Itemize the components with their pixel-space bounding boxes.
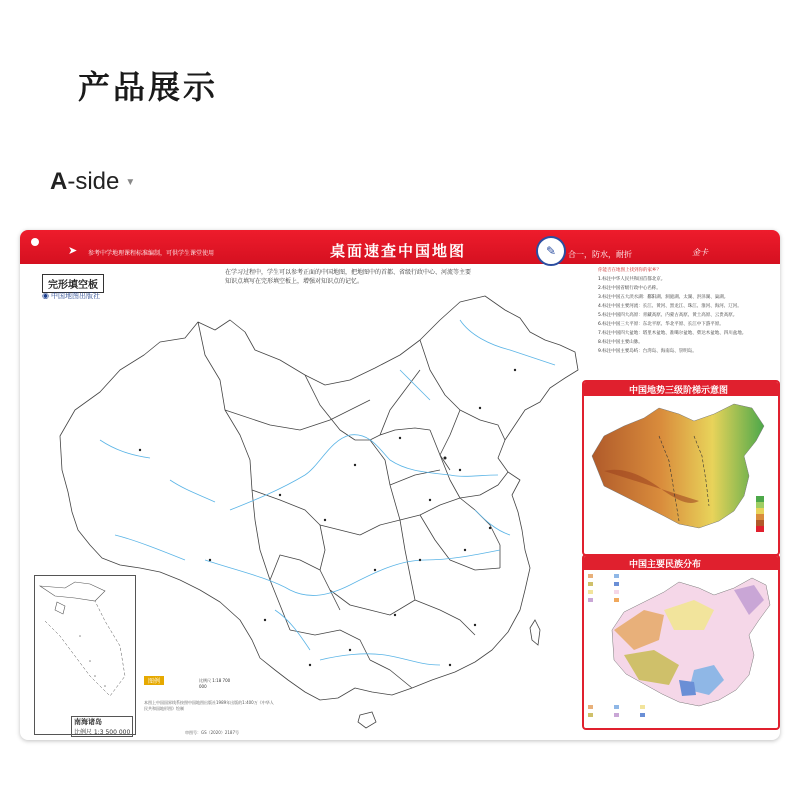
ethnic-panel-header (584, 556, 778, 570)
checklist-item: 6.标注中国三大平原：东北平原、华北平原、长江中下游平原。 (598, 322, 724, 327)
national-border (60, 296, 578, 700)
side-label-letter: A (50, 168, 68, 195)
board-title: 桌面速查中国地图 (330, 242, 467, 260)
ethnic-map (584, 570, 778, 728)
ethnic-panel-title: 中国主要民族分布 (629, 560, 702, 570)
terrain-steps-panel (582, 380, 780, 556)
review-number: 审图号：GS（2020）2187号 (185, 730, 239, 735)
inset-map (35, 576, 135, 714)
south-china-sea-inset (34, 575, 136, 735)
top-banner (20, 230, 780, 264)
checklist-item: 9.标注中国主要岛屿：台湾岛、海南岛、崇明岛。 (598, 349, 697, 354)
inset-caption (71, 716, 133, 737)
checklist-lines (598, 266, 773, 356)
scale-text: 比例尺 1:18 700 000 (199, 678, 231, 689)
publisher-logo-icon: ◉ (42, 291, 49, 300)
publisher-name: 中国地图出版社 (50, 292, 100, 300)
inset-scale: 比例尺 1:3 500 000 (74, 729, 131, 736)
brand-logo: 金卡 (692, 248, 708, 257)
side-label-rest: -side (67, 168, 120, 195)
terrain-panel-title: 中国地势三级阶梯示意图 (629, 386, 729, 396)
checklist-item: 1.标注中华人民共和国首都北京。 (598, 277, 666, 282)
checklist-item: 5.标注中国四大高原：青藏高原、内蒙古高原、黄土高原、云贵高原。 (598, 313, 738, 318)
inset-title: 南海诸岛 (74, 718, 102, 726)
pen-icon: ✎ (536, 236, 566, 266)
paper-plane-icon: ➤ (68, 244, 78, 257)
checklist-highlight: 你能否在地图上找到你的家乡？ (598, 268, 661, 273)
terrain-map (584, 396, 778, 554)
feature-text: 合一，防水，耐折 (568, 250, 632, 259)
elevation-legend (756, 496, 764, 532)
map-board (20, 230, 780, 740)
hanging-hole (31, 238, 39, 246)
checklist-item: 2.标注中国省级行政中心名称。 (598, 286, 661, 291)
board-subtitle: 完形填空板 (42, 274, 104, 293)
banner-tagline: 参考中学地理课程标准编制，可供学生课堂使用 (88, 250, 215, 257)
ethnic-groups-panel (582, 554, 780, 730)
page-title: 产品展示 (78, 68, 219, 106)
legend-title: 图例 (144, 676, 164, 685)
yangtze-river (205, 550, 500, 595)
caret-down-icon: ▼ (125, 177, 136, 189)
checklist-item: 7.标注中国四大盆地：塔里木盆地、准噶尔盆地、柴达木盆地、四川盆地。 (598, 331, 747, 336)
checklist-item: 8.标注中国主要山脉。 (598, 340, 643, 345)
checklist-item: 4.标注中国主要河流：长江、黄河、黑龙江、珠江、淮河、海河、辽河。 (598, 304, 742, 309)
copyright-note: 本图上中国国界线系按照中国地图出版社1989年出版的1:400万《中华人民共和国地形图》绘制 (144, 700, 274, 711)
side-label (50, 168, 135, 196)
checklist-item: 3.标注中国五大淡水湖：鄱阳湖、洞庭湖、太湖、洪泽湖、巢湖。 (598, 295, 729, 300)
instructions-text: 在学习过程中，学生可以参考正面的中国地图，把地图中的首都、省级行政中心、河流等主要知识点填写在完形填空板上，增强对知识点的记忆。 (225, 269, 472, 285)
terrain-panel-header (584, 382, 778, 396)
